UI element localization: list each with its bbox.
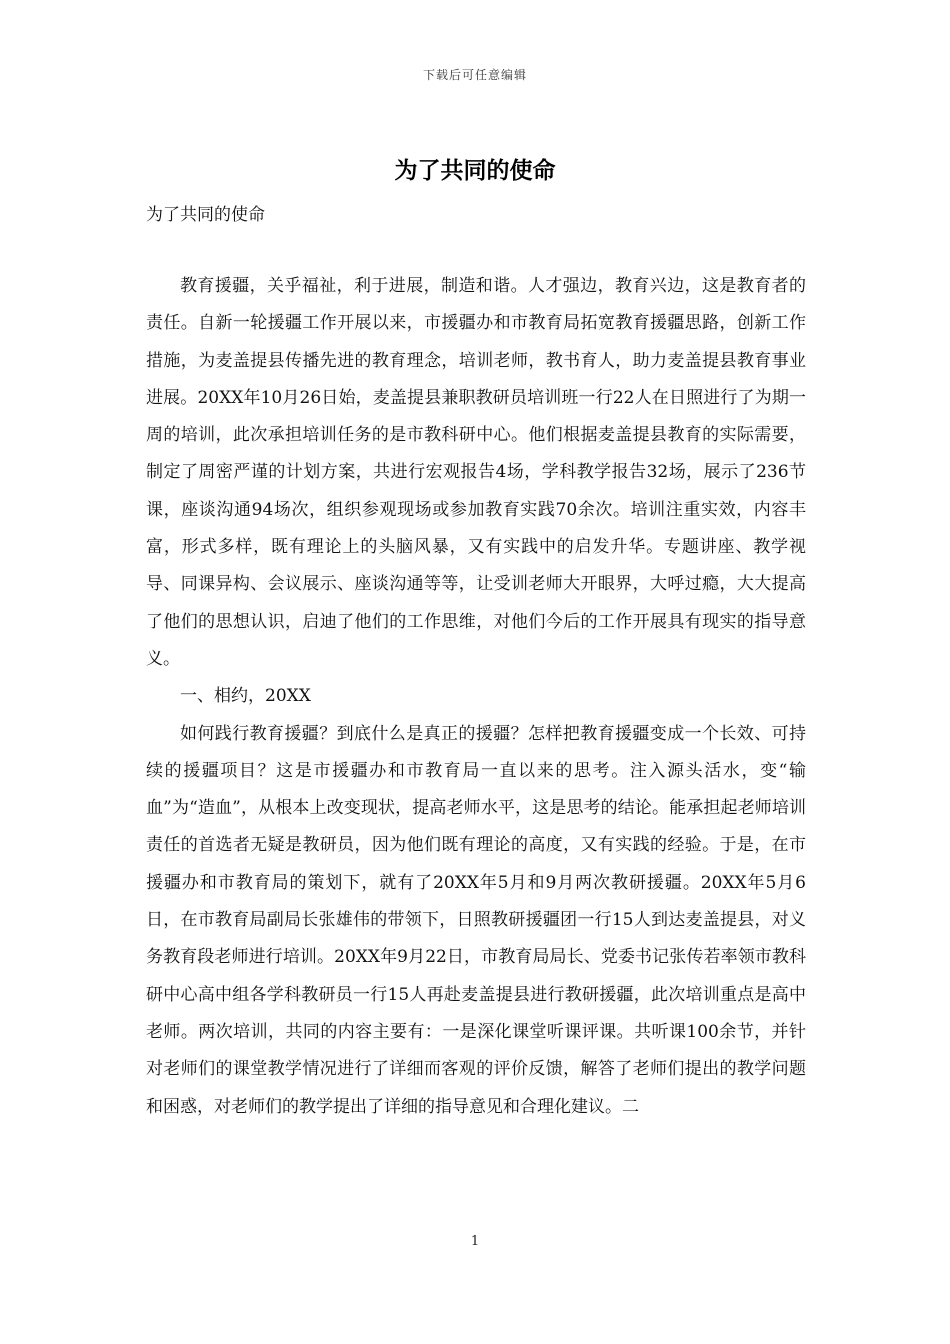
page-number: 1 (470, 1234, 480, 1249)
document-subtitle: 为了共同的使命 (146, 205, 265, 225)
header-note: 下载后可任意编辑 (422, 68, 527, 82)
paragraph-intro: 教育援疆，关乎福祉，利于进展，制造和谐。人才强边，教育兴边，这是教育者的责任。自新一轮援疆工作开展以来，市援疆办和市教育局拓宽教育援疆思路，创新工作措施，为麦盖提县传播先进的教育理念，培训老师，教书育人，助力麦盖提县教育事业进展。20XX年10月26日始，麦盖提县兼职教研员培训班一行22人在日照进行了为期一周的培训，此次承担培训任务的是市教科研中心。他们根据麦盖提县教育的实际需要，制定了周密严谨的计划方案，共进行宏观报告4场，学科教学报告32场，展示了236节课，座谈沟通94场次，组织参观现场或参加教育实践70余次。培训注重实效，内容丰富，形式多样，既有理论上的头脑风暴，又有实践中的启发升华。专题讲座、教学视导、同课异构、会议展示、座谈沟通等等，让受训老师大开眼界，大呼过瘾，大大提高了他们的思想认识，启迪了他们的工作思维，对他们今后的工作开展具有现实的指导意义。 (146, 276, 806, 669)
document-body (146, 268, 806, 1126)
paragraph-section-one: 如何践行教育援疆？到底什么是真正的援疆？怎样把教育援疆变成一个长效、可持续的援疆项目？这是市援疆办和市教育局一直以来的思考。注入源头活水，变“输血”为“造血”，从根本上改变现状，提高老师水平，这是思考的结论。能承担起老师培训责任的首选者无疑是教研员，因为他们既有理论的高度，又有实践的经验。于是，在市援疆办和市教育局的策划下，就有了20XX年5月和9月两次教研援疆。20XX年5月6日，在市教育局副局长张雄伟的带领下，日照教研援疆团一行15人到达麦盖提县，对义务教育段老师进行培训。20XX年9月22日，市教育局局长、党委书记张传若率领市教科研中心高中组各学科教研员一行15人再赴麦盖提县进行教研援疆，此次培训重点是高中老师。两次培训，共同的内容主要有：一是深化课堂听课评课。共听课100余节，并针对老师们的课堂教学情况进行了详细而客观的评价反馈，解答了老师们提出的教学问题和困惑，对老师们的教学提出了详细的指导意见和合理化建议。二 (146, 723, 806, 1117)
section-heading: 一、相约，20XX (180, 686, 311, 707)
document-title: 为了共同的使命 (394, 157, 556, 184)
